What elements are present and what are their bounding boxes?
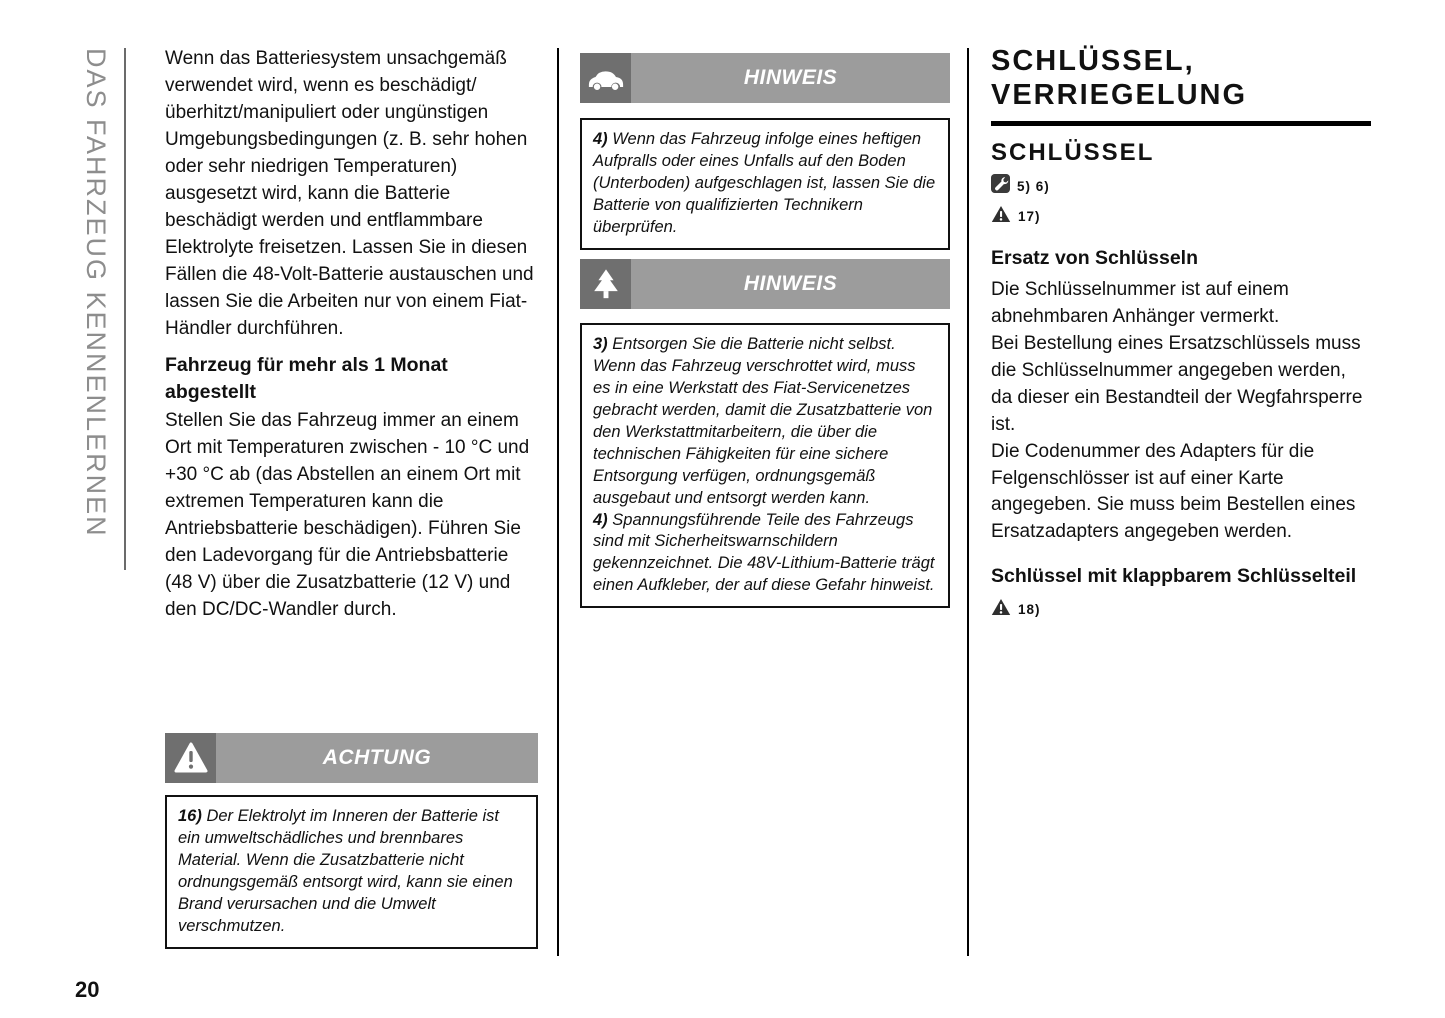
note-3-disposal (593, 334, 937, 510)
note-4-crash (593, 129, 937, 239)
note-4b-text: Spannungsführende Teile des Fahrzeugs sind mit Sicherheitswarnschildern gekennzeichnet. Die 48V-Lithium-Batterie trägt einen Aufkleber, der auf diese Gefahr hinweist. (593, 510, 935, 595)
heading-folding-key: Schlüssel mit klappbarem Schlüsselteil (991, 565, 1357, 588)
achtung-banner (165, 733, 538, 783)
key-replacement-text (991, 277, 1371, 547)
heading-key-replacement: Ersatz von Schlüsseln (991, 247, 1198, 270)
warning-symbol-ref (991, 205, 1371, 228)
service-symbol-ref (991, 174, 1371, 198)
note-3-text: Entsorgen Sie die Batterie nicht selbst. Wenn das Fahrzeug verschrottet wird, muss es in eine Werkstatt des Fiat-Servicenetzes gebracht werden, damit die Zusatzbatterie von den Werkstattmitarbeitern, die über die technischen Fähigkeiten für eine sichere Entsorgung verfügen, ordnungsgemäß ausgebaut und entsorgt werden kann. (593, 335, 933, 507)
column-divider-1 (557, 48, 559, 956)
warning-symbol-ref-number: 17) (1018, 209, 1041, 225)
hinweis-environment-banner (580, 259, 950, 309)
folding-key-warning-number: 18) (1018, 601, 1041, 617)
hinweis-crash-banner-title: HINWEIS (743, 66, 838, 89)
battery-misuse-paragraph: Wenn das Batteriesystem unsachgemäß verwendet wird, wenn es beschädigt/überhitzt/manipuliert oder ungünstigen Umgebungsbedingungen (z. B. sehr hohen oder sehr niedrigen Temperaturen) ausgesetzt wird, kann die Batterie beschädigt werden und entflammbare Elektrolyte freisetzen. Lassen Sie in diesen Fällen die 48-Volt-Batterie austauschen und lassen Sie die Arbeiten nur von einem Fiat-Händler durchführen. (165, 48, 534, 339)
middle-column (580, 53, 950, 956)
chapter-title (991, 44, 1371, 126)
left-column (165, 46, 540, 935)
parking-paragraph: Stellen Sie das Fahrzeug immer an einem Ort mit Temperaturen zwischen - 10 °C und +30 °C ab (das Abstellen an einem Ort mit extremen Temperaturen kann die Antriebsbatterie beschädigen). Führen Sie den Ladevorgang für die Antriebsbatterie (48 V) über die Zusatzbatterie (12 V) und den DC/DC-Wandler durch. (165, 410, 530, 621)
note-4-text: Wenn das Fahrzeug infolge eines heftigen Aufpralls oder eines Unfalls auf den Boden (Unterboden) aufgeschlagen ist, lassen Sie die Batterie von qualifizierten Technikern überprüfen. (593, 130, 936, 236)
sidebar-rule (124, 48, 126, 570)
page-number: 20 (75, 977, 100, 1002)
service-symbol-ref-numbers: 5) 6) (1017, 178, 1050, 194)
note-4-number: 4) (593, 130, 608, 148)
note-4b-number: 4) (593, 510, 608, 529)
car-icon (580, 53, 631, 103)
wrench-icon (991, 174, 1010, 198)
heading-vehicle-parked: Fahrzeug für mehr als 1 Monat abgestellt (165, 353, 448, 403)
chapter-title-line2: VERRIEGELUNG (991, 79, 1248, 112)
folding-key-warning-ref (991, 598, 1371, 621)
column-divider-2 (967, 48, 969, 956)
adapter-code-paragraph: Die Codenummer des Adapters für die Felgenschlösser ist auf einer Karte angegeben. Sie muss beim Bestellen eines Ersatzadapters angegeben werden. (991, 440, 1356, 543)
warning-triangle-icon-small (991, 598, 1011, 621)
note-3-number: 3) (593, 335, 608, 353)
key-number-paragraph: Die Schlüsselnummer ist auf einem abnehmbaren Anhänger vermerkt. (991, 278, 1289, 327)
right-column (991, 44, 1371, 621)
achtung-banner-title: ACHTUNG (322, 746, 432, 769)
hinweis-crash-banner (580, 53, 950, 103)
note-4-voltage (593, 510, 937, 598)
hinweis-environment-banner-title: HINWEIS (743, 272, 838, 295)
hinweis-environment-note-box (580, 323, 950, 608)
note-16-text: Der Elektrolyt im Inneren der Batterie ist ein umweltschädliches und brennbares Material. Wenn die Zusatzbatterie nicht ordnungsgemäß entsorgt wird, kann sie einen Brand verursachen und die Umwelt verschmutzen. (178, 807, 513, 935)
warning-triangle-icon (165, 733, 216, 783)
replacement-order-paragraph: Bei Bestellung eines Ersatzschlüssels muss die Schlüsselnummer angegeben werden, da dieser ein Bestandteil der Wegfahrsperre ist. (991, 332, 1363, 435)
chapter-title-line1: SCHLÜSSEL, (991, 45, 1195, 77)
section-title-schluessel: SCHLÜSSEL (991, 139, 1155, 167)
note-16-number: 16) (178, 807, 202, 825)
note-16 (178, 806, 525, 938)
hinweis-crash-note-box (580, 118, 950, 250)
tree-icon (580, 259, 631, 309)
chapter-sidebar-label: DAS FAHRZEUG KENNENLERNEN (81, 48, 111, 538)
achtung-note-box (165, 795, 538, 949)
warning-triangle-icon-small (991, 205, 1011, 228)
